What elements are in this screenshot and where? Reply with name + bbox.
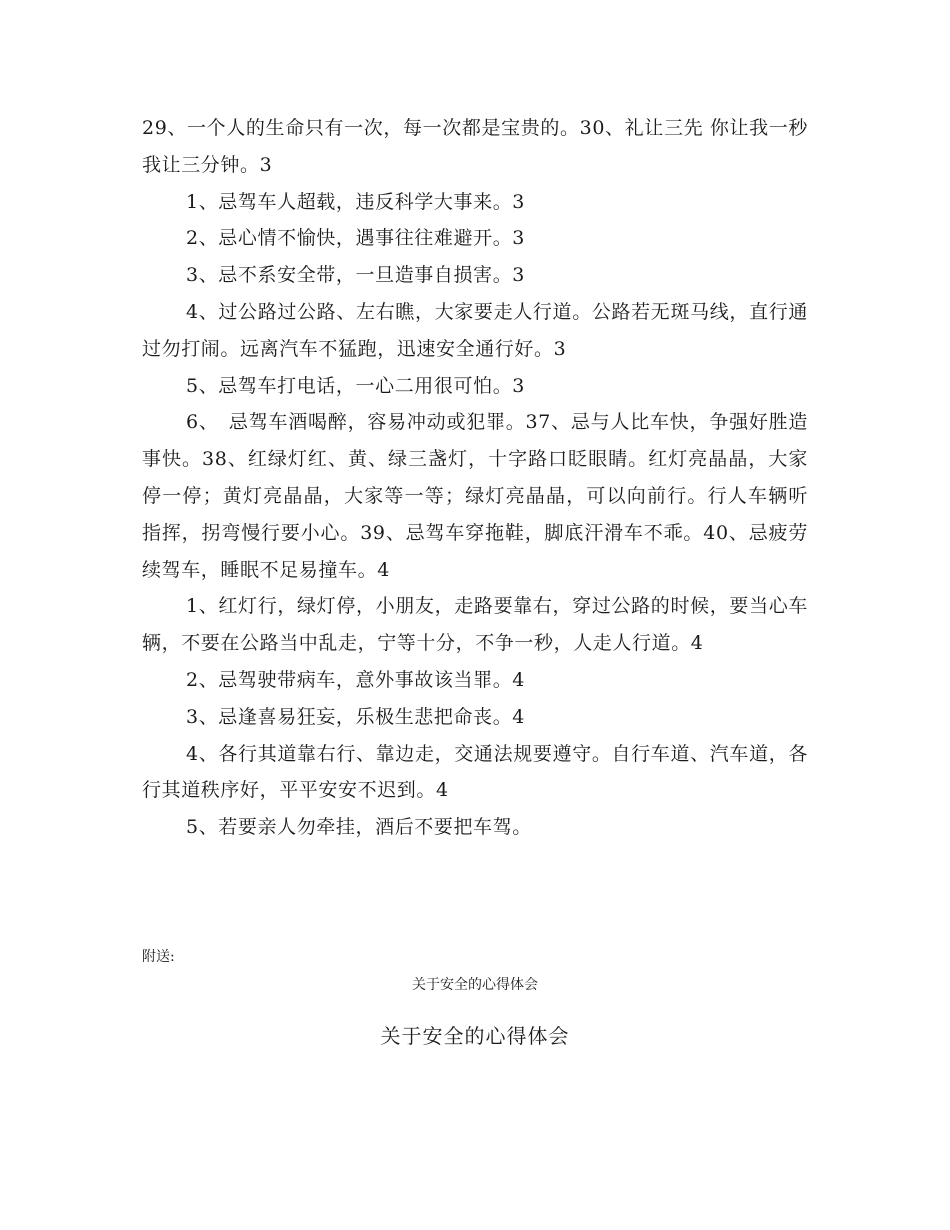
paragraph-item: 5、若要亲人勿牵挂，酒后不要把车驾。 [186,816,532,839]
paragraph-item: 1、忌驾车人超载，违反科学大事来。3 [186,190,525,213]
paragraph-item: 4、过公路过公路、左右瞧，大家要走人行道。公路若无斑马线，直行通过勿打闹。远离汽车不猛跑，迅速安全通行好。3 [142,300,808,360]
paragraph-item: 6、 忌驾车酒喝醉，容易冲动或犯罪。37、忌与人比车快，争强好胜造事快。38、红绿灯红、黄、绿三盏灯，十字路口眨眼睛。红灯亮晶晶，大家停一停；黄灯亮晶晶，大家等一等；绿灯亮晶晶，可以向前行。行人车辆听指挥，拐弯慢行要小心。39、忌驾车穿拖鞋，脚底汗滑车不乖。40、忌疲劳续驾车，睡眠不足易撞车。4 [142,411,808,581]
paragraph-item: 3、忌逢喜易狂妄，乐极生悲把命丧。4 [186,705,525,728]
appendix-title-small: 关于安全的心得体会 [412,977,538,993]
paragraph-29-30: 29、一个人的生命只有一次，每一次都是宝贵的。30、礼让三先 你让我一秒 我让三分钟。3 [142,117,808,176]
appendix-title-large: 关于安全的心得体会 [380,1024,570,1048]
paragraph-item: 3、忌不系安全带，一旦造事自损害。3 [186,264,525,287]
paragraph-item: 2、忌心情不愉快，遇事往往难避开。3 [186,227,525,250]
appendix-label: 附送: [142,949,175,965]
paragraph-item: 1、红灯行，绿灯停，小朋友，走路要靠右，穿过公路的时候，要当心车辆，不要在公路当中乱走，宁等十分，不争一秒，人走人行道。4 [142,595,808,655]
document-body [142,110,808,846]
paragraph-item: 5、忌驾车打电话，一心二用很可怕。3 [186,374,525,397]
paragraph-item: 4、各行其道靠右行、靠边走，交通法规要遵守。自行车道、汽车道，各行其道秩序好，平平安安不迟到。4 [142,742,808,802]
paragraph-item: 2、忌驾驶带病车，意外事故该当罪。4 [186,668,525,691]
